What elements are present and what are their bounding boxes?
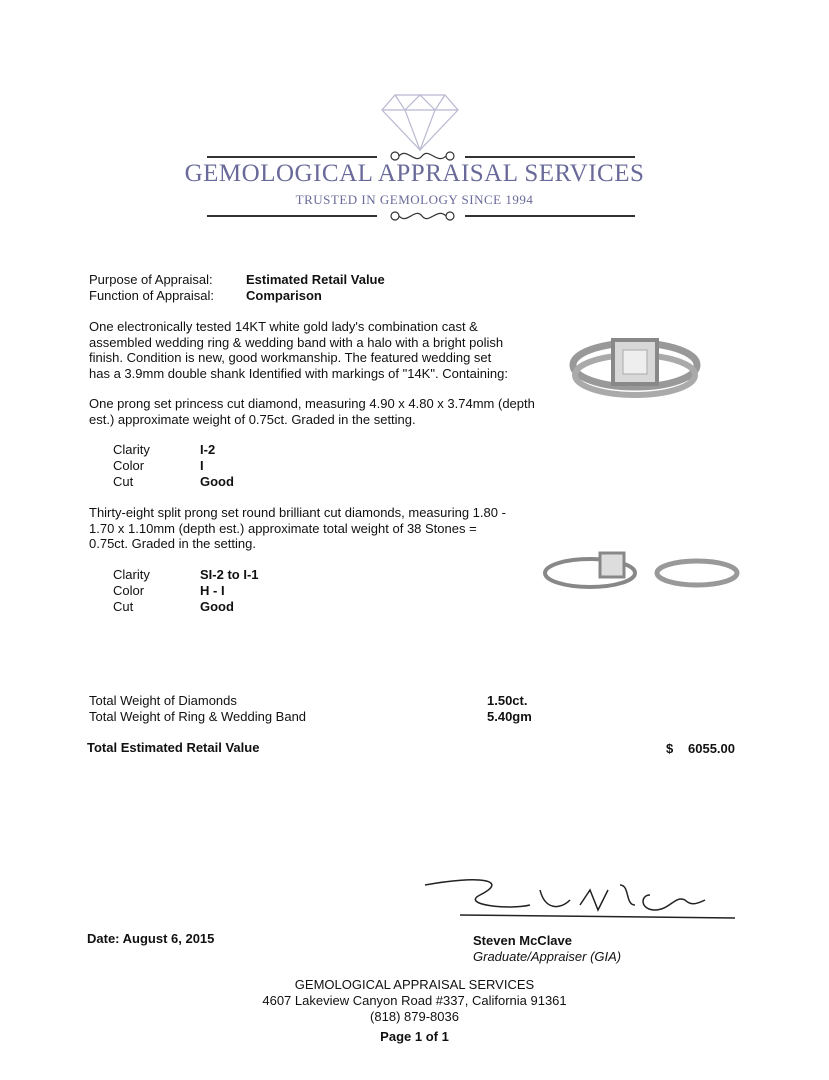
appraisal-body [89,272,549,615]
logo-rule [207,156,377,158]
diamond-logo-icon [380,92,460,152]
grade-value: I [200,458,204,473]
purpose-label: Purpose of Appraisal: [89,272,213,287]
appraiser-title: Graduate/Appraiser (GIA) [473,949,622,964]
grade-value: Good [200,474,234,489]
total-diamond-weight-value: 1.50ct. [487,693,528,708]
grade-label: Clarity [113,566,150,582]
appraiser-name: Steven McClave [473,933,572,948]
function-value: Comparison [246,288,322,303]
total-retail-label: Total Estimated Retail Value [87,740,260,755]
flourish-icon [385,207,460,225]
signature [420,870,740,930]
purpose-value: Estimated Retail Value [246,272,385,287]
grade-label: Clarity [113,442,150,457]
center-stone-description: One prong set princess cut diamond, measuring 4.90 x 4.80 x 3.74mm (depth est.) approximate weight of 0.75ct. Graded in the setting. [89,396,535,427]
side-stones-description: Thirty-eight split prong set round brilliant cut diamonds, measuring 1.80 - 1.70 x 1.10mm (depth est.) approximate total weight of 38 Stones = 0.75ct. Graded in the setting. [89,505,506,551]
page-number: Page 1 of 1 [380,1029,449,1044]
grade-value: SI-2 to I-1 [200,566,259,582]
logo-title: GEMOLOGICAL APPRAISAL SERVICES [184,160,645,187]
grade-label: Cut [113,598,134,614]
grade-label: Cut [113,474,134,489]
center-stone-grades [113,442,549,490]
total-ring-weight-label: Total Weight of Ring & Wedding Band [89,709,307,724]
ring-set-photo [565,320,705,410]
currency-symbol: $ [666,741,674,756]
grade-label: Color [113,582,145,598]
grade-label: Color [113,458,145,473]
total-ring-weight-value: 5.40gm [487,709,532,724]
logo-rule [465,156,635,158]
footer [0,977,829,1045]
logo-rule [465,215,635,217]
footer-company: GEMOLOGICAL APPRAISAL SERVICES [294,977,535,992]
side-stones-grades [113,567,549,615]
appraisal-date: Date: August 6, 2015 [87,931,215,946]
grade-value: H - I [200,582,225,598]
logo-tagline: TRUSTED IN GEMOLOGY SINCE 1994 [295,192,534,207]
function-label: Function of Appraisal: [89,288,215,303]
grade-value: Good [200,598,234,614]
item-description: One electronically tested 14KT white gold lady's combination cast & assembled wedding ring & wedding band with a halo with a bright polish finish. Condition is new, good workmanship. The featured wedding set has a 3.9mm double shank Identified with markings of "14K". Containing: [89,319,508,381]
logo-rule [207,215,377,217]
total-diamond-weight-label: Total Weight of Diamonds [89,693,237,708]
footer-phone: (818) 879-8036 [370,1009,459,1024]
ring-and-band-photo [540,545,740,595]
total-retail-value: 6055.00 [688,741,735,756]
footer-address: 4607 Lakeview Canyon Road #337, California 91361 [262,993,567,1008]
grade-value: I-2 [200,442,216,457]
